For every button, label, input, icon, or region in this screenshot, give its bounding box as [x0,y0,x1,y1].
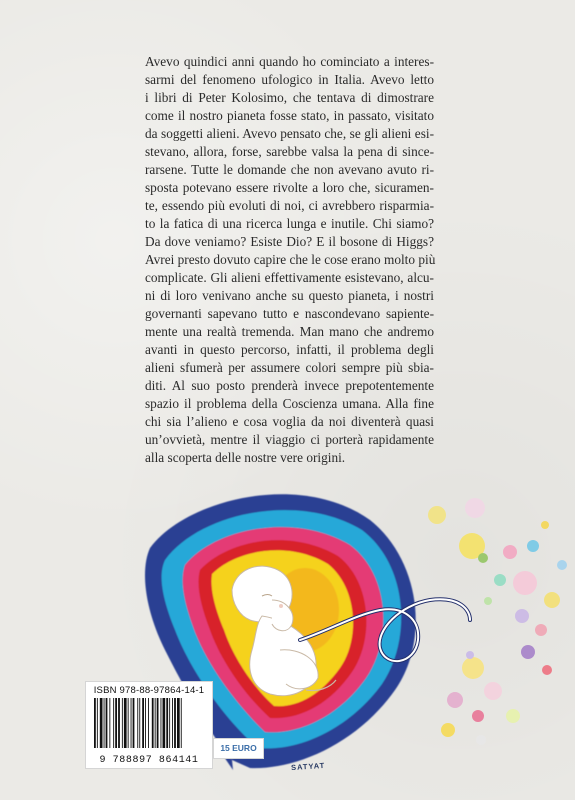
barcode [94,698,204,750]
blurb-line: mente una realtà tremenda. Man mano che andremo [145,324,434,339]
blurb-line: rarsene. Tutte le domande che non avevano avuto ri- [145,162,434,177]
isbn-barcode-box [85,681,213,769]
blurb-line: alieni sfumerà per assumere colori sempre più sbia- [145,360,434,375]
blurb-line: spazio il problema della Coscienza umana. Alla fine [145,396,434,411]
bubbles-decoration [428,498,567,745]
blurb-line: ni di loro venivano anche su questo pianeta, i nostri [145,288,434,303]
blurb-line: te, essendo più evoluti di noi, ci avrebbero risparmia- [145,198,434,213]
blurb-line: sarmi del fenomeno ufologico in Italia. Avevo letto [145,72,434,87]
blurb-line: diti. Al suo posto prenderà invece prepotentemente [145,378,434,393]
isbn-label: ISBN 978-88-97864-14-1 [93,685,205,696]
blurb-line: alla scoperta delle nostre vere origini. [145,450,346,465]
blurb-line: un’ovvietà, mentre il viaggio ci porterà rapidamente [145,432,434,447]
blurb-line: i libri di Peter Kolosimo, che tentava di dimostrare [145,90,434,105]
blurb-line: da soggetti alieni. Avevo pensato che, se gli alieni esi- [145,126,434,141]
blurb-line: Avevo quindici anni quando ho cominciato a interes- [145,54,434,69]
blurb-line: Avrei presto dovuto capire che le cose erano molto più [145,252,436,267]
blurb-line: Da dove veniamo? Esiste Dio? E il bosone di Higgs? [145,234,434,249]
price-tag: 15 EURO [213,738,264,759]
blurb-line: stevano, allora, forse, sarebbe valsa la pena di since- [145,144,434,159]
ean-digits: 9 788897 864141 [99,755,199,766]
blurb-line: chi sia l’alieno e cosa voglia da noi diventerà quasi [145,414,434,429]
blurb-line: avanti in questo percorso, infatti, il problema degli [145,342,434,357]
blurb-line: complicate. Gli alieni effettivamente esistevano, alcu- [145,270,434,285]
blurb-line: come il nostro pianeta fosse stato, in passato, visitato [145,108,434,123]
artist-signature: SATYAT [290,760,326,773]
blurb-line: to la fatica di una ricerca lunga e inutile. Chi siamo? [145,216,434,231]
blurb-line: governanti sapevano tutto e nascondevano sapiente- [145,306,434,321]
blurb-line: sposta potevano essere rivolte a loro che, sicuramen- [145,180,434,195]
